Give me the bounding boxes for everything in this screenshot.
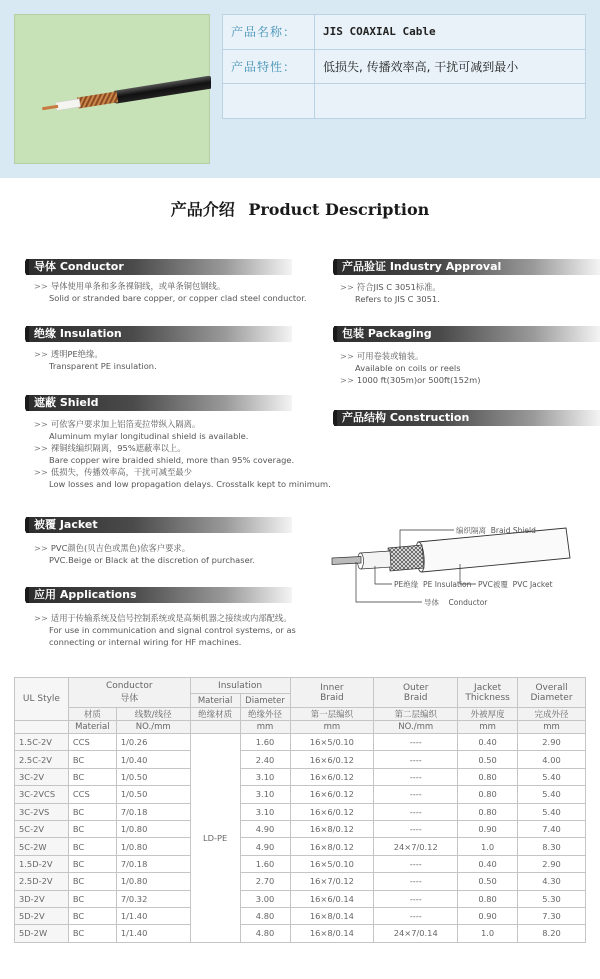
empty-cell bbox=[223, 84, 315, 119]
table-cell: 1/0.26 bbox=[116, 734, 190, 751]
section-header-jacket: 被覆 Jacket bbox=[26, 517, 292, 533]
insulation-material-cell: LD-PE bbox=[190, 734, 240, 943]
table-cell: 16×5/0.10 bbox=[290, 734, 374, 751]
table-cell: 16×6/0.12 bbox=[290, 768, 374, 785]
table-row bbox=[15, 803, 586, 820]
table-unit-row: Material NO./mm mm mm NO./mm mm mm bbox=[15, 721, 586, 734]
table-cell: 3C-2VS bbox=[15, 803, 69, 820]
table-cell: 0.90 bbox=[458, 907, 518, 924]
section-header-insulation: 绝缘 Insulation bbox=[26, 326, 292, 342]
product-feature-value: 低损失, 传播效率高, 干扰可减到最小 bbox=[315, 49, 586, 84]
braid-shield-label: 编织隔离 Braid Shield bbox=[456, 526, 536, 535]
table-cell: 1/0.50 bbox=[116, 768, 190, 785]
table-row bbox=[15, 907, 586, 924]
table-cell: 0.80 bbox=[458, 803, 518, 820]
table-cell: 0.50 bbox=[458, 873, 518, 890]
col-inner-braid: Inner Braid bbox=[290, 678, 374, 708]
table-cell: CCS bbox=[68, 734, 116, 751]
table-cell: 1/0.40 bbox=[116, 751, 190, 768]
spec-table bbox=[14, 677, 586, 943]
table-cell: 7.30 bbox=[518, 907, 586, 924]
table-cell: 16×8/0.14 bbox=[290, 907, 374, 924]
table-cell: BC bbox=[68, 820, 116, 837]
table-cell: 7/0.32 bbox=[116, 890, 190, 907]
table-cell: BC bbox=[68, 890, 116, 907]
cable-illustration bbox=[15, 15, 211, 165]
arrow-icon: >> bbox=[34, 613, 48, 623]
col-insulation: Insulation bbox=[190, 678, 290, 694]
section-header-packaging: 包装 Packaging bbox=[334, 326, 600, 342]
table-cell: ---- bbox=[374, 820, 458, 837]
table-cell: 16×8/0.14 bbox=[290, 925, 374, 942]
table-cell: 2.5C-2V bbox=[15, 751, 69, 768]
table-cell: 7/0.18 bbox=[116, 803, 190, 820]
table-cell: ---- bbox=[374, 734, 458, 751]
table-cell: BC bbox=[68, 907, 116, 924]
table-cell: 2.40 bbox=[240, 751, 290, 768]
table-cell: 4.90 bbox=[240, 838, 290, 855]
col-ins-material: Material bbox=[190, 694, 240, 708]
table-cell: BC bbox=[68, 838, 116, 855]
table-row bbox=[15, 734, 586, 751]
arrow-icon: >> bbox=[34, 443, 48, 453]
table-cell: 3.10 bbox=[240, 768, 290, 785]
table-cell: BC bbox=[68, 768, 116, 785]
arrow-icon: >> bbox=[340, 282, 354, 292]
table-cell: 16×7/0.12 bbox=[290, 873, 374, 890]
table-cell: 16×5/0.10 bbox=[290, 855, 374, 872]
table-cell: 5C-2W bbox=[15, 838, 69, 855]
table-cell: 3.00 bbox=[240, 890, 290, 907]
table-cell: 2.70 bbox=[240, 873, 290, 890]
table-cell: BC bbox=[68, 803, 116, 820]
pe-insulation-label: PE绝缘 PE Insulation bbox=[394, 580, 472, 589]
table-cell: 16×8/0.12 bbox=[290, 838, 374, 855]
arrow-icon: >> bbox=[34, 543, 48, 553]
product-name-value: JIS COAXIAL Cable bbox=[315, 15, 586, 50]
table-cell: 5.40 bbox=[518, 768, 586, 785]
table-cell: 5D-2W bbox=[15, 925, 69, 942]
table-cell: 5.30 bbox=[518, 890, 586, 907]
section-header-approval: 产品验证 Industry Approval bbox=[334, 259, 600, 275]
table-cell: 16×6/0.14 bbox=[290, 890, 374, 907]
table-cell: ---- bbox=[374, 768, 458, 785]
table-cell: ---- bbox=[374, 803, 458, 820]
table-cell: 4.30 bbox=[518, 873, 586, 890]
table-cell: 0.90 bbox=[458, 820, 518, 837]
table-cell: 24×7/0.14 bbox=[374, 925, 458, 942]
table-cell: 8.20 bbox=[518, 925, 586, 942]
table-cell: BC bbox=[68, 873, 116, 890]
table-cell: 1/0.80 bbox=[116, 838, 190, 855]
table-cell: 2.5D-2V bbox=[15, 873, 69, 890]
arrow-icon: >> bbox=[34, 419, 48, 429]
table-cell: 1.5D-2V bbox=[15, 855, 69, 872]
table-cell: 4.80 bbox=[240, 907, 290, 924]
table-cell: ---- bbox=[374, 907, 458, 924]
table-cell: 0.40 bbox=[458, 855, 518, 872]
insulation-text: >> 透明PE绝缘。 Transparent PE insulation. bbox=[34, 349, 157, 371]
table-cell: 1/0.50 bbox=[116, 786, 190, 803]
product-header bbox=[0, 0, 600, 178]
table-cell: ---- bbox=[374, 786, 458, 803]
table-cell: ---- bbox=[374, 855, 458, 872]
table-cell: 0.80 bbox=[458, 786, 518, 803]
empty-cell bbox=[190, 721, 240, 734]
col-jacket: Jacket Thickness bbox=[458, 678, 518, 708]
empty-cell bbox=[315, 84, 586, 119]
conductor-text: >> 导体使用单条和多条裸铜线，或单条铜包钢线。 Solid or stranded bare copper, or copper clad steel conductor. bbox=[34, 281, 307, 303]
table-cell: 1/1.40 bbox=[116, 907, 190, 924]
table-cell: 3.10 bbox=[240, 803, 290, 820]
table-cell: 4.90 bbox=[240, 820, 290, 837]
table-cell: 1/1.40 bbox=[116, 925, 190, 942]
table-cell: CCS bbox=[68, 786, 116, 803]
table-cell: BC bbox=[68, 925, 116, 942]
page-title-cn: 产品介绍 bbox=[170, 200, 235, 219]
packaging-text: >> 可用卷装或轴装。 Available on coils or reels >> 1000 ft(305m)or 500ft(152m) bbox=[340, 351, 481, 385]
section-header-construction: 产品结构 Construction bbox=[334, 410, 600, 426]
page-title bbox=[0, 197, 600, 220]
table-cell: ---- bbox=[374, 890, 458, 907]
table-cell: 24×7/0.12 bbox=[374, 838, 458, 855]
table-cell: ---- bbox=[374, 873, 458, 890]
table-row bbox=[15, 820, 586, 837]
jacket-text: >> PVC颜色(贝吉色或黑色)依客户要求。 PVC.Beige or Black at the discretion of purchaser. bbox=[34, 543, 255, 565]
cable-photo bbox=[14, 14, 210, 164]
col-outer-braid: Outer Braid bbox=[374, 678, 458, 708]
table-cell: 5.40 bbox=[518, 803, 586, 820]
table-cell: 4.00 bbox=[518, 751, 586, 768]
table-cell: 4.80 bbox=[240, 925, 290, 942]
table-cell: 0.80 bbox=[458, 890, 518, 907]
section-header-applications: 应用 Applications bbox=[26, 587, 292, 603]
section-header-conductor: 导体 Conductor bbox=[26, 259, 292, 275]
construction-diagram bbox=[330, 518, 580, 614]
table-cell: BC bbox=[68, 751, 116, 768]
section-header-shield: 遮蔽 Shield bbox=[26, 395, 292, 411]
page-title-en: Product Description bbox=[248, 200, 430, 219]
spec-table-body bbox=[15, 734, 586, 943]
table-row bbox=[15, 855, 586, 872]
table-row bbox=[15, 768, 586, 785]
table-cell: 0.80 bbox=[458, 768, 518, 785]
table-cell: 0.50 bbox=[458, 751, 518, 768]
table-header-row bbox=[15, 678, 586, 694]
table-cell: 2.90 bbox=[518, 855, 586, 872]
product-feature-label: 产品特性： bbox=[223, 49, 315, 84]
table-cell: 1/0.80 bbox=[116, 873, 190, 890]
arrow-icon: >> bbox=[34, 281, 48, 291]
arrow-icon: >> bbox=[340, 351, 354, 361]
table-cell: 2.90 bbox=[518, 734, 586, 751]
table-cell: 16×6/0.12 bbox=[290, 786, 374, 803]
table-cell: 5C-2V bbox=[15, 820, 69, 837]
applications-text: >> 适用于传输系统及信号控制系统或是高频机器之接续或内部配线。 For use in communication and signal control systems, or as connecting or internal wiring for HF machines. bbox=[34, 613, 296, 647]
table-cell: 16×8/0.12 bbox=[290, 820, 374, 837]
table-row bbox=[15, 873, 586, 890]
col-ul-style: UL Style bbox=[15, 678, 69, 721]
table-cell: 7.40 bbox=[518, 820, 586, 837]
table-header-row-cn: 材质 线数/线径 绝缘材质 绝缘外径 第一层编织 第二层编织 外被厚度 完成外径 bbox=[15, 708, 586, 721]
table-cell: 16×6/0.12 bbox=[290, 751, 374, 768]
col-overall: Overall Diameter bbox=[518, 678, 586, 708]
pvc-jacket-label: PVC被覆 PVC Jacket bbox=[478, 580, 553, 589]
approval-text: >> 符合JIS C 3051标准。 Refers to JIS C 3051. bbox=[340, 282, 441, 304]
table-cell: 1.60 bbox=[240, 734, 290, 751]
product-name-label: 产品名称： bbox=[223, 15, 315, 50]
table-cell: BC bbox=[68, 855, 116, 872]
table-cell: 3D-2V bbox=[15, 890, 69, 907]
table-cell: 3.10 bbox=[240, 786, 290, 803]
arrow-icon: >> bbox=[34, 467, 48, 477]
conductor-label: 导体 Conductor bbox=[424, 598, 488, 607]
table-cell: ---- bbox=[374, 751, 458, 768]
table-cell: 1/0.80 bbox=[116, 820, 190, 837]
table-row bbox=[15, 925, 586, 942]
table-cell: 3C-2V bbox=[15, 768, 69, 785]
empty-cell bbox=[15, 721, 69, 734]
table-cell: 16×6/0.12 bbox=[290, 803, 374, 820]
table-row bbox=[15, 838, 586, 855]
col-conductor: Conductor 导体 bbox=[68, 678, 190, 708]
table-cell: 1.60 bbox=[240, 855, 290, 872]
table-cell: 8.30 bbox=[518, 838, 586, 855]
table-cell: 7/0.18 bbox=[116, 855, 190, 872]
table-cell: 3C-2VCS bbox=[15, 786, 69, 803]
arrow-icon: >> bbox=[340, 375, 354, 385]
product-info-table bbox=[222, 14, 586, 119]
table-row bbox=[15, 890, 586, 907]
arrow-icon: >> bbox=[34, 349, 48, 359]
table-cell: 1.5C-2V bbox=[15, 734, 69, 751]
table-row bbox=[15, 786, 586, 803]
shield-text: >> 可依客户要求加上铝箔麦拉带纵入隔离。 Aluminum mylar longitudinal shield is available. >> 裸铜线编织隔离，95%遮蔽率以上。 Bare copper wire braided shield, more than 95% coverage. >> 低损失，传播效率高，干扰可减至最少 Low losses and low propagation delays. Crosstalk kept to minimum. bbox=[34, 419, 331, 489]
table-row bbox=[15, 751, 586, 768]
col-ins-diameter: Diameter bbox=[240, 694, 290, 708]
table-cell: 5D-2V bbox=[15, 907, 69, 924]
table-cell: 5.40 bbox=[518, 786, 586, 803]
table-cell: 0.40 bbox=[458, 734, 518, 751]
table-cell: 1.0 bbox=[458, 838, 518, 855]
table-cell: 1.0 bbox=[458, 925, 518, 942]
